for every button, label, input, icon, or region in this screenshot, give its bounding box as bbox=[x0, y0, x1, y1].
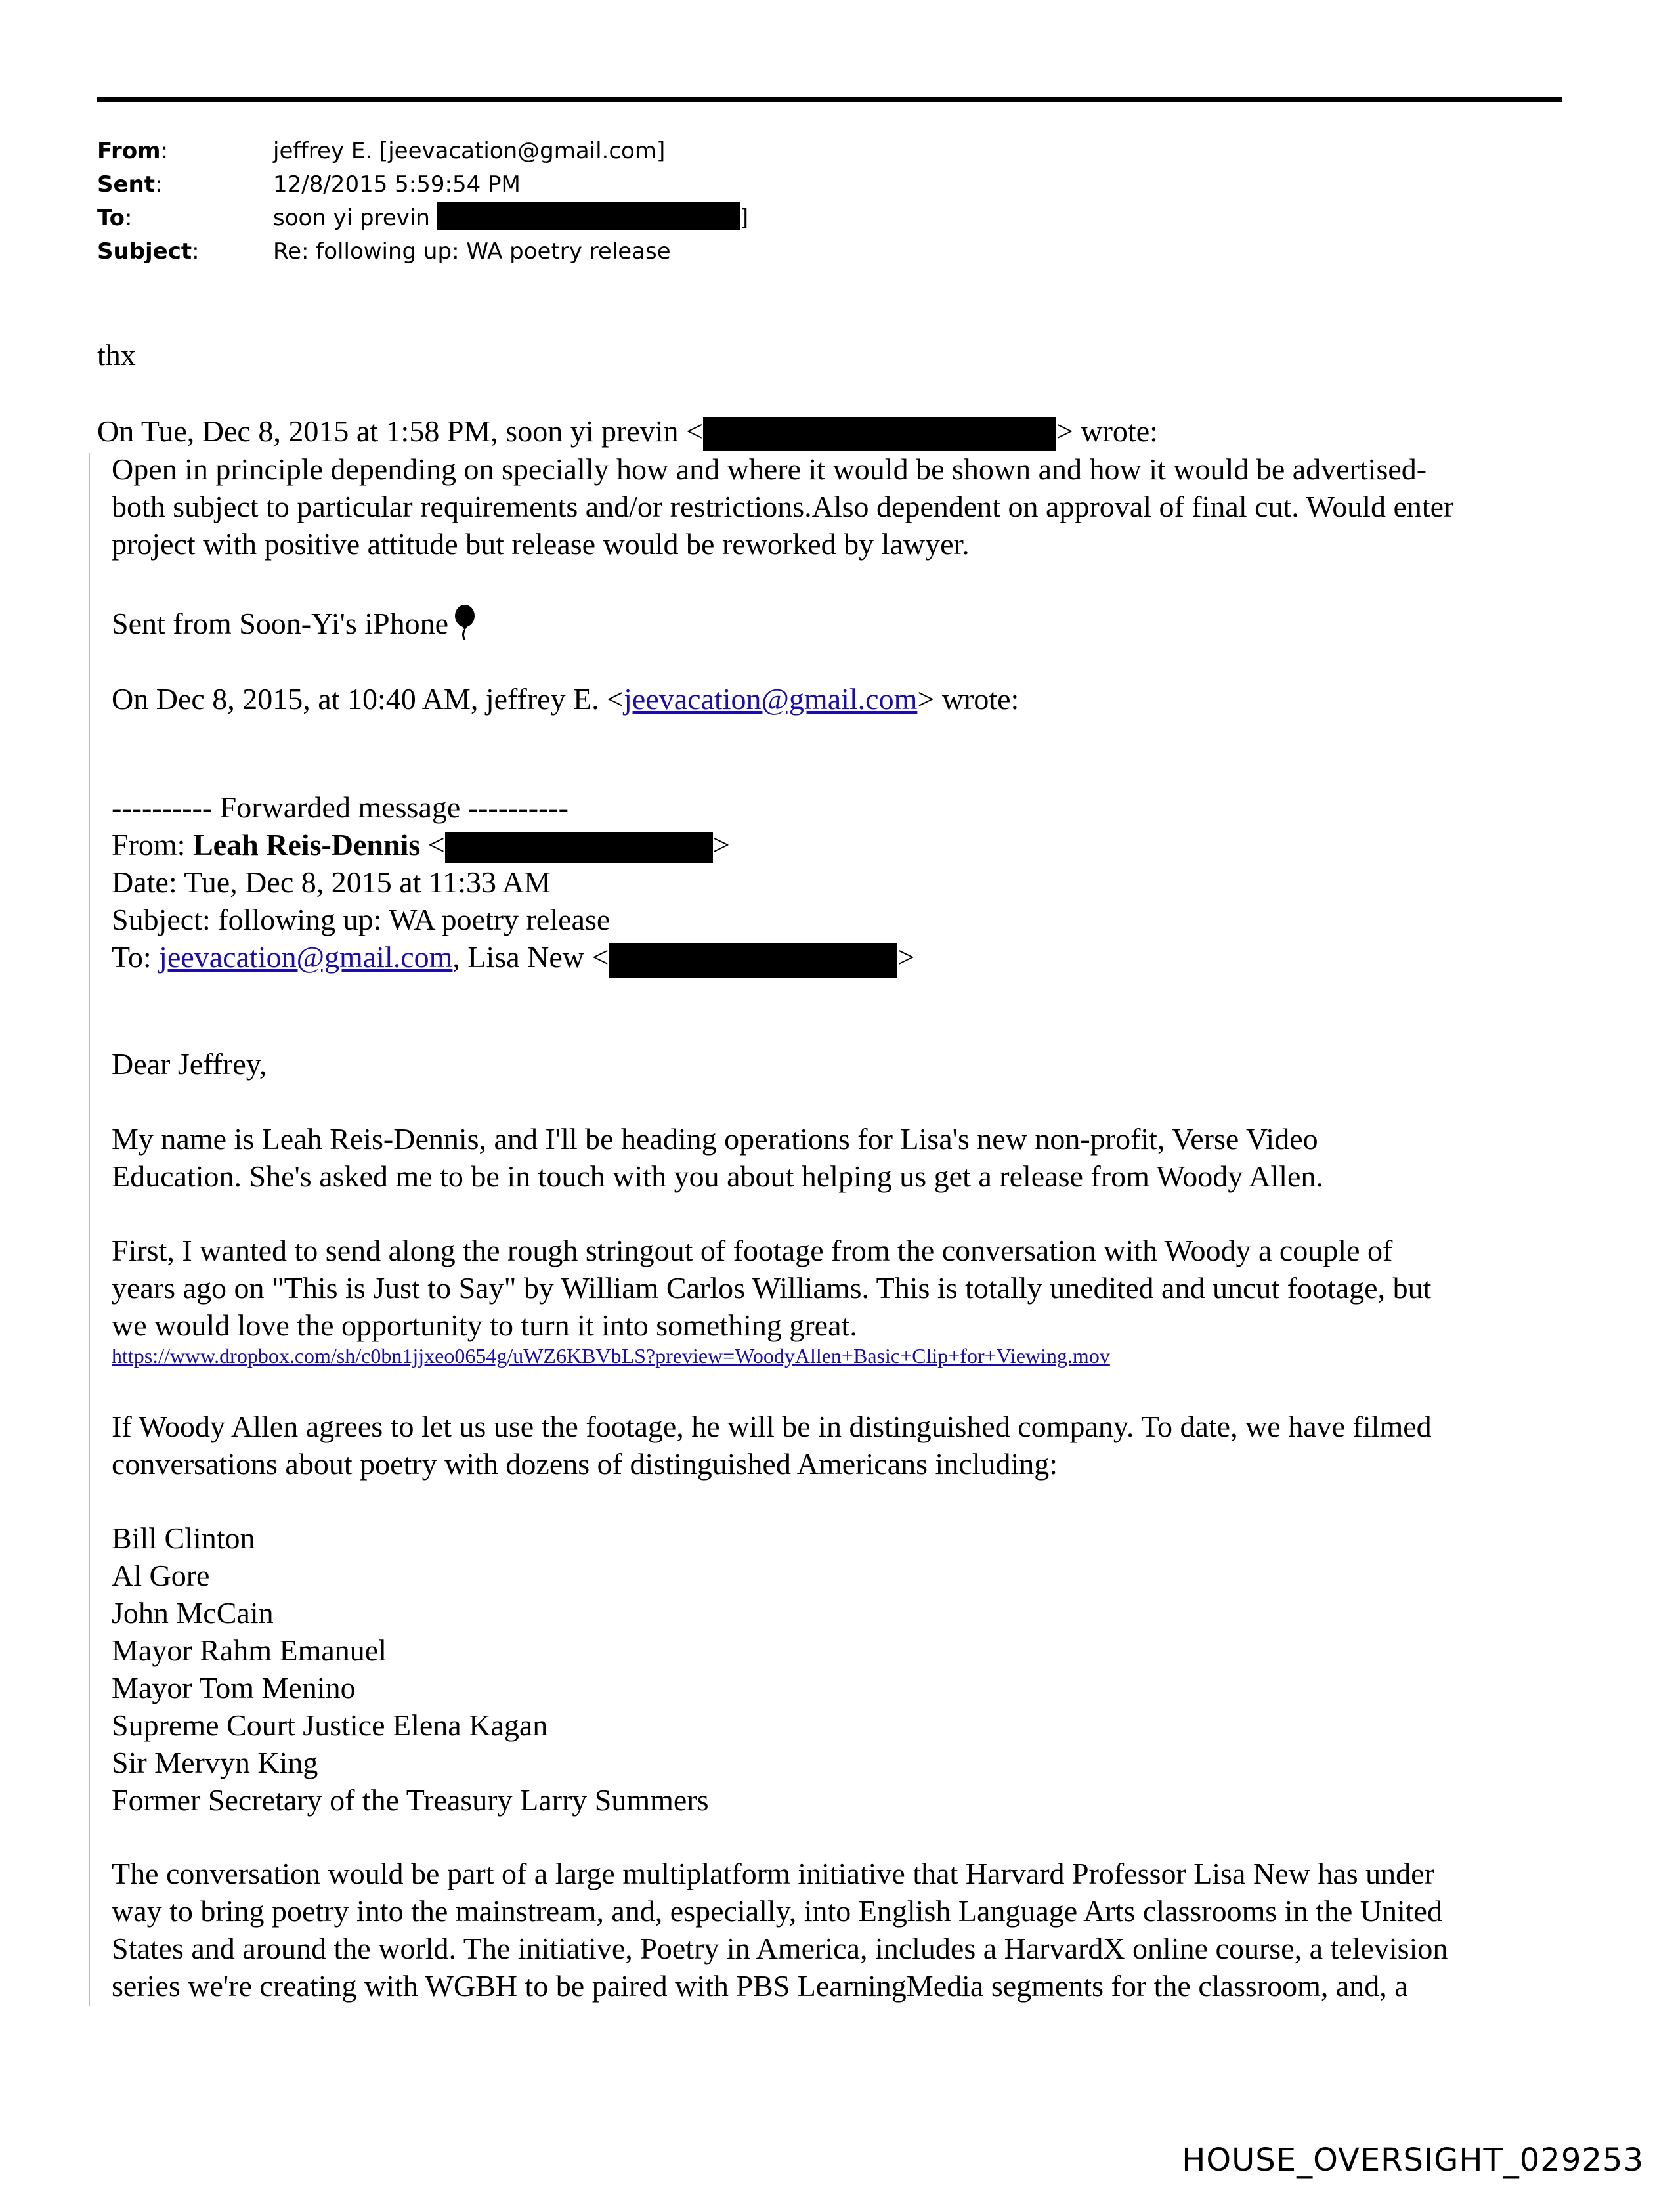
names-list bbox=[112, 1519, 709, 1819]
quote1-line: both subject to particular requirements and/or restrictions.Also dependent on approval of final cut. Would enter bbox=[112, 490, 1454, 523]
list-item: Al Gore bbox=[112, 1559, 210, 1592]
quote1-line: project with positive attitude but release would be reworked by lawyer. bbox=[112, 527, 970, 561]
fwd-to-label: To: bbox=[112, 940, 160, 974]
list-item: Sir Mervyn King bbox=[112, 1746, 318, 1779]
paragraph-line: we would love the opportunity to turn it into something great. bbox=[112, 1309, 857, 1342]
fwd-from-name: Leah Reis-Dennis bbox=[192, 828, 421, 861]
sent-value: 12/8/2015 5:59:54 PM bbox=[273, 171, 521, 198]
paragraph-line: The conversation would be part of a large multiplatform initiative that Harvard Professor Lisa New has under bbox=[112, 1857, 1434, 1890]
dropbox-link[interactable]: https://www.dropbox.com/sh/c0bn1jjxeo0654g/uWZ6KBVbLS?preview=WoodyAllen+Basic+Clip+for+Viewing.mov bbox=[112, 1344, 1110, 1368]
list-item: Mayor Tom Menino bbox=[112, 1671, 356, 1704]
to-value: soon yi previn bbox=[273, 205, 430, 231]
fwd-from-close: > bbox=[712, 828, 730, 861]
to-label: To: bbox=[97, 205, 133, 231]
paragraph-line: My name is Leah Reis-Dennis, and I'll be heading operations for Lisa's new non-profit, Verse Video bbox=[112, 1122, 1318, 1156]
subject-row bbox=[97, 235, 748, 269]
forwarded-to bbox=[112, 938, 914, 977]
email-headers bbox=[97, 135, 748, 269]
paragraph-2 bbox=[112, 1232, 1431, 1344]
sent-label: Sent: bbox=[97, 171, 163, 198]
paragraph-line: years ago on "This is Just to Say" by William Carlos Williams. This is totally unedited and uncut footage, but bbox=[112, 1271, 1432, 1305]
redaction-box bbox=[703, 417, 1056, 451]
top-rule bbox=[97, 97, 1562, 102]
forwarded-headers bbox=[112, 789, 914, 978]
list-item: Former Secretary of the Treasury Larry Summers bbox=[112, 1783, 709, 1817]
quote1-intro bbox=[97, 414, 1158, 451]
fwd-from-open: < bbox=[420, 828, 445, 861]
subject-value: Re: following up: WA poetry release bbox=[273, 238, 671, 265]
fwd-to-rest: , Lisa New < bbox=[452, 940, 609, 974]
paragraph-line: series we're creating with WGBH to be paired with PBS LearningMedia segments for the classroom, and, a bbox=[112, 1969, 1408, 2003]
from-value: jeffrey E. [jeevacation@gmail.com] bbox=[273, 138, 666, 164]
quote1-intro-before: On Tue, Dec 8, 2015 at 1:58 PM, soon yi previn < bbox=[97, 414, 703, 448]
paragraph-line: If Woody Allen agrees to let us use the footage, he will be in distinguished company. To date, we have filmed bbox=[112, 1410, 1432, 1443]
redaction-box bbox=[609, 943, 897, 978]
paragraph-4 bbox=[112, 1855, 1448, 2005]
greeting: Dear Jeffrey, bbox=[112, 1047, 267, 1081]
list-item: Supreme Court Justice Elena Kagan bbox=[112, 1708, 548, 1742]
paragraph-line: States and around the world. The initiative, Poetry in America, includes a HarvardX online course, a television bbox=[112, 1932, 1448, 1965]
forwarded-date: Date: Tue, Dec 8, 2015 at 11:33 AM bbox=[112, 865, 551, 900]
forwarded-divider: ---------- Forwarded message ---------- bbox=[112, 791, 569, 824]
to-close: ] bbox=[739, 205, 749, 231]
quote-bar bbox=[89, 453, 90, 2006]
from-label: From: bbox=[97, 138, 169, 164]
quote1-body bbox=[112, 450, 1453, 563]
subject-label: Subject: bbox=[97, 238, 200, 265]
quote2-intro-before: On Dec 8, 2015, at 10:40 AM, jeffrey E. < bbox=[112, 682, 624, 716]
list-item: John McCain bbox=[112, 1596, 274, 1630]
redaction-box bbox=[437, 202, 740, 230]
redaction-box bbox=[445, 832, 713, 863]
quote2-intro-after: > wrote: bbox=[917, 682, 1019, 716]
paragraph-line: conversations about poetry with dozens of distinguished Americans including: bbox=[112, 1447, 1058, 1481]
paragraph-line: First, I wanted to send along the rough stringout of footage from the conversation with Woody a couple of bbox=[112, 1234, 1393, 1267]
email-link[interactable]: jeevacation@gmail.com bbox=[624, 682, 918, 716]
paragraph-1 bbox=[112, 1120, 1323, 1195]
quote1-intro-after: > wrote: bbox=[1056, 414, 1158, 448]
quote1-signature bbox=[112, 604, 476, 649]
dropbox-link-line bbox=[112, 1343, 1110, 1369]
sent-row bbox=[97, 168, 748, 202]
signature-text: Sent from Soon-Yi's iPhone bbox=[112, 607, 449, 641]
bates-number: HOUSE_OVERSIGHT_029253 bbox=[1182, 2142, 1644, 2179]
paragraph-line: Education. She's asked me to be in touch with you about helping us get a release from Woody Allen. bbox=[112, 1160, 1323, 1193]
balloon-icon bbox=[454, 604, 476, 649]
from-row bbox=[97, 135, 748, 168]
forwarded-from bbox=[112, 826, 914, 863]
list-item: Bill Clinton bbox=[112, 1521, 255, 1555]
fwd-to-close: > bbox=[897, 940, 915, 974]
forwarded-subject: Subject: following up: WA poetry release bbox=[112, 903, 611, 937]
quote1-line: Open in principle depending on specially how and where it would be shown and how it would be advertised- bbox=[112, 452, 1427, 486]
paragraph-3 bbox=[112, 1408, 1432, 1483]
fwd-from-label: From: bbox=[112, 828, 193, 861]
email-link[interactable]: jeevacation@gmail.com bbox=[159, 940, 453, 974]
quote2-intro bbox=[112, 680, 1019, 718]
list-item: Mayor Rahm Emanuel bbox=[112, 1634, 387, 1667]
to-row bbox=[97, 202, 748, 235]
reply-text: thx bbox=[97, 338, 136, 372]
paragraph-line: way to bring poetry into the mainstream, and, especially, into English Language Arts classrooms in the United bbox=[112, 1894, 1442, 1928]
